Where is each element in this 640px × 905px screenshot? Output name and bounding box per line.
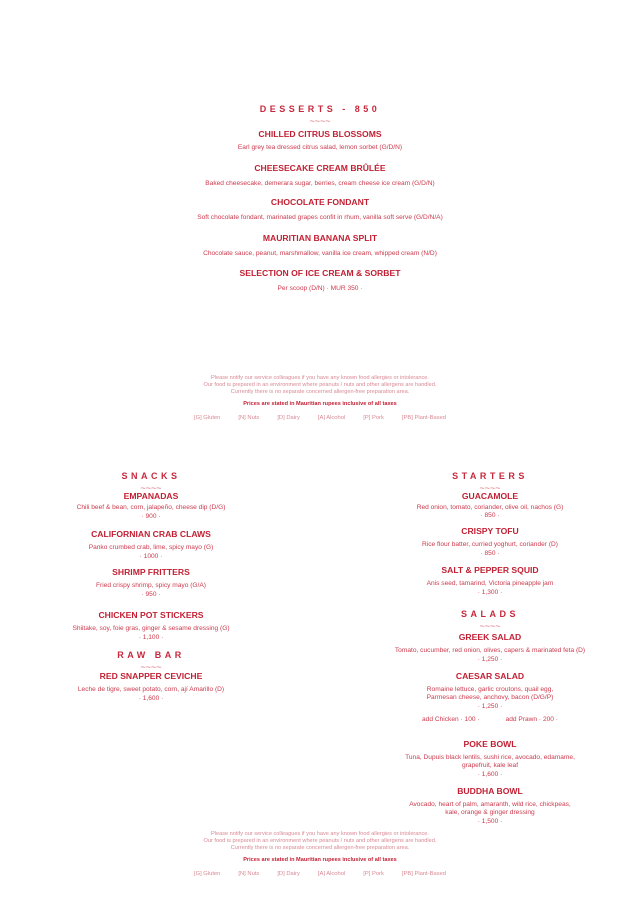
item-price: · 1000 · xyxy=(139,553,163,560)
legend-item: [A] Alcohol xyxy=(317,415,346,421)
menu-item xyxy=(21,529,281,560)
dessert-name: CHEESECAKE CREAM BRÛLÉE xyxy=(254,163,386,173)
legend-item: [G] Gluten xyxy=(193,415,221,421)
notice-line: Please notify our service colleagues if you have any known food allergies or intolerance. xyxy=(211,375,429,381)
addon-prawn: add Prawn · 200 · xyxy=(505,716,558,723)
dessert-name: CHOCOLATE FONDANT xyxy=(270,197,370,207)
wave-divider: ~~~~ xyxy=(479,483,501,493)
starters-header xyxy=(360,471,620,491)
menu-item xyxy=(360,786,620,825)
item-name: POKE BOWL xyxy=(463,739,517,749)
item-name: EMPANADAS xyxy=(123,491,179,501)
item-desc: Leche de tigre, sweet potato, corn, ají Amarillo (D) xyxy=(77,686,225,693)
notice-line: Our food is prepared in an environment where peanuts / nuts and other allergens are handled. xyxy=(203,838,437,844)
notice-line: Our food is prepared in an environment where peanuts / nuts and other allergens are handled. xyxy=(203,382,437,388)
dessert-desc: Chocolate sauce, peanut, marshmallow, vanilla ice cream, whipped cream (N/D) xyxy=(203,250,437,257)
salads-title: SALADS xyxy=(460,609,519,619)
item-price: · 1,250 · xyxy=(477,703,503,710)
item-desc: Chili beef & bean, corn, jalapeño, cheese dip (D/G) xyxy=(76,504,226,511)
dessert-desc: Earl grey tea dressed citrus salad, lemon sorbet (G/D/N) xyxy=(237,144,403,151)
dessert-name: MAURITIAN BANANA SPLIT xyxy=(262,233,378,243)
wave-divider: ~~~~ xyxy=(140,662,162,672)
item-desc: Tomato, cucumber, red onion, olives, capers & marinated feta (D) xyxy=(394,647,586,654)
allergen-notice xyxy=(0,831,640,877)
menu-item xyxy=(360,671,620,723)
item-name: GUACAMOLE xyxy=(461,491,519,501)
menu-item xyxy=(360,739,620,778)
prices-note: Prices are stated in Mauritian rupees inclusive of all taxes xyxy=(243,857,397,863)
legend-item: [D] Dairy xyxy=(277,415,300,421)
legend-item: [P] Pork xyxy=(363,415,384,421)
dessert-item xyxy=(0,268,640,292)
item-name: CHICKEN POT STICKERS xyxy=(98,610,204,620)
menu-item xyxy=(21,671,281,702)
item-price: · 850 · xyxy=(480,550,500,557)
notice-line: Please notify our service colleagues if you have any known food allergies or intolerance. xyxy=(211,831,429,837)
item-price: · 900 · xyxy=(141,513,161,520)
item-desc: Shiitake, soy, foie gras, ginger & sesame dressing (G) xyxy=(72,625,230,632)
item-price: · 950 · xyxy=(141,591,161,598)
add-ons xyxy=(360,716,620,723)
menu-item xyxy=(360,565,620,596)
salads-header xyxy=(360,609,620,629)
legend-item: [PB] Plant-Based xyxy=(401,415,447,421)
item-desc: Anis seed, tamarind, Victoria pineapple jam xyxy=(426,580,554,587)
item-price: · 1,600 · xyxy=(138,695,164,702)
dessert-item xyxy=(0,197,640,221)
dessert-item xyxy=(0,163,640,187)
legend-item: [G] Gluten xyxy=(193,871,221,877)
item-desc: Romaine lettuce, garlic croutons, quail egg, xyxy=(426,686,554,693)
allergen-legend xyxy=(0,415,640,421)
item-price: · 1,600 · xyxy=(477,771,503,778)
notice-line: Currently there is no separate concerned allergen-free preparation area. xyxy=(230,389,410,395)
starters-title: STARTERS xyxy=(452,471,528,481)
item-name: GREEK SALAD xyxy=(458,632,522,642)
item-name: SALT & PEPPER SQUID xyxy=(441,565,539,575)
prices-note: Prices are stated in Mauritian rupees inclusive of all taxes xyxy=(243,401,397,407)
item-name: CALIFORNIAN CRAB CLAWS xyxy=(91,529,211,539)
notice-line: Currently there is no separate concerned allergen-free preparation area. xyxy=(230,845,410,851)
item-name: CAESAR SALAD xyxy=(455,671,525,681)
dessert-desc: Per scoop (D/N) · MUR 350 · xyxy=(277,285,363,292)
dessert-name: SELECTION OF ICE CREAM & SORBET xyxy=(239,268,401,278)
legend-item: [PB] Plant-Based xyxy=(401,871,447,877)
desserts-title: DESSERTS - 850 xyxy=(259,104,381,114)
legend-item: [N] Nuts xyxy=(238,415,260,421)
menu-item xyxy=(360,526,620,557)
legend-item: [P] Pork xyxy=(363,871,384,877)
dessert-item xyxy=(0,129,640,151)
item-desc: Avocado, heart of palm, amaranth, wild rice, chickpeas, xyxy=(409,801,571,808)
rawbar-header xyxy=(21,650,281,670)
item-desc: Parmesan cheese, anchovy, bacon (D/G/P) xyxy=(426,694,554,701)
item-desc: Panko crumbed crab, lime, spicy mayo (G) xyxy=(88,544,214,551)
rawbar-title: RAW BAR xyxy=(117,650,185,660)
dessert-desc: Baked cheesecake, demerara sugar, berries, cream cheese ice cream (G/D/N) xyxy=(205,180,435,187)
wave-divider: ~~~~ xyxy=(309,116,331,126)
item-desc: Tuna, Dupuis black lentils, sushi rice, avocado, edamame, xyxy=(405,754,575,761)
dessert-item xyxy=(0,233,640,257)
menu-item xyxy=(360,632,620,663)
wave-divider: ~~~~ xyxy=(479,621,501,631)
item-price: · 1,100 · xyxy=(138,634,164,641)
menu-item xyxy=(21,610,281,641)
item-desc: grapefruit, kale leaf xyxy=(461,762,519,769)
addon-chicken: add Chicken · 100 · xyxy=(422,716,480,723)
item-name: BUDDHA BOWL xyxy=(457,786,523,796)
menu-item xyxy=(21,567,281,598)
desserts-section xyxy=(0,104,640,124)
dessert-name: CHILLED CITRUS BLOSSOMS xyxy=(258,129,382,139)
menu-item xyxy=(21,491,281,520)
menu-item xyxy=(360,491,620,519)
legend-item: [N] Nuts xyxy=(238,871,260,877)
wave-divider: ~~~~ xyxy=(140,483,162,493)
item-desc: kale, orange & ginger dressing xyxy=(445,809,535,816)
item-desc: Fried crispy shrimp, spicy mayo (G/A) xyxy=(96,582,206,589)
snacks-title: SNACKS xyxy=(121,471,181,481)
item-price: · 1,250 · xyxy=(477,656,503,663)
item-price: · 1,300 · xyxy=(477,589,503,596)
legend-item: [D] Dairy xyxy=(277,871,300,877)
allergen-notice xyxy=(0,375,640,421)
allergen-legend xyxy=(0,871,640,877)
item-name: RED SNAPPER CEVICHE xyxy=(99,671,203,681)
dessert-desc: Soft chocolate fondant, marinated grapes confit in rhum, vanilla soft serve (G/D/N/A) xyxy=(197,214,443,221)
item-name: CRISPY TOFU xyxy=(461,526,519,536)
item-desc: Rice flour batter, curried yoghurt, coriander (D) xyxy=(422,541,558,548)
item-price: · 1,500 · xyxy=(477,818,503,825)
item-desc: Red onion, tomato, coriander, olive oil, nachos (G) xyxy=(416,504,564,511)
item-name: SHRIMP FRITTERS xyxy=(112,567,190,577)
legend-item: [A] Alcohol xyxy=(317,871,346,877)
snacks-header xyxy=(21,471,281,491)
item-price: · 850 · xyxy=(480,512,500,519)
